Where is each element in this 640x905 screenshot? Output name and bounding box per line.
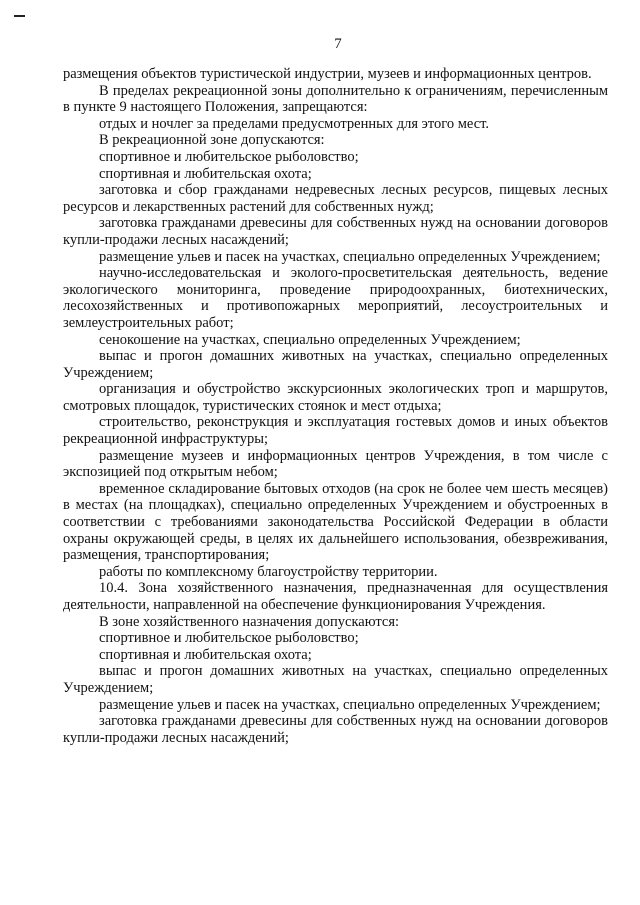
paragraph: организация и обустройство экскурсионных экологических троп и маршрутов, смотровых площадок, туристических стоянок и мест отдыха;: [63, 381, 608, 414]
paragraph: временное складирование бытовых отходов (на срок не более чем шесть месяцев) в местах (на площадках), специально определенных Учреждением и обустроенных в соответствии с требованиями законодательства Российской Федерации в области охраны окружающей среды, в целях их дальнейшего использования, обезвреживания, размещения, транспортирования;: [63, 480, 608, 564]
paragraph: сенокошение на участках, специально определенных Учреждением;: [99, 331, 521, 348]
paragraph: В рекреационной зоне допускаются:: [99, 132, 325, 149]
paragraph: спортивное и любительское рыболовство;: [99, 630, 359, 647]
paragraph: В пределах рекреационной зоны дополнительно к ограничениям, перечисленным в пункте 9 настоящего Положения, запрещаются:: [63, 82, 608, 116]
paragraph: спортивная и любительская охота;: [99, 646, 312, 663]
paragraph: научно-исследовательская и эколого-просветительская деятельность, ведение экологического мониторинга, проведение природоохранных, биотехнических, лесохозяйственных и противопожарных мероприятий, лесоустроительных и землеустроительных работ;: [63, 265, 608, 331]
paragraph: В зоне хозяйственного назначения допускаются:: [99, 613, 400, 630]
paragraph: заготовка гражданами древесины для собственных нужд на основании договоров купли-продажи лесных насаждений;: [63, 215, 608, 248]
paragraph: работы по комплексному благоустройству территории.: [99, 563, 438, 580]
paragraph: строительство, реконструкция и эксплуатация гостевых домов и иных объектов рекреационной инфраструктуры;: [63, 414, 608, 448]
paragraph: размещение музеев и информационных центров Учреждения, в том числе с экспозицией под открытым небом;: [63, 447, 608, 481]
paragraph: заготовка и сбор гражданами недревесных лесных ресурсов, пищевых лесных ресурсов и лекарственных растений для собственных нужд;: [63, 182, 608, 215]
document-body: [63, 66, 608, 746]
paragraph: спортивное и любительское рыболовство;: [99, 148, 359, 165]
paragraph: выпас и прогон домашних животных на участках, специально определенных Учреждением;: [63, 663, 608, 696]
paragraph: выпас и прогон домашних животных на участках, специально определенных Учреждением;: [63, 348, 608, 381]
paragraph: спортивная и любительская охота;: [99, 165, 312, 182]
page-number: 7: [334, 36, 342, 52]
paragraph: размещение ульев и пасек на участках, специально определенных Учреждением;: [99, 248, 601, 265]
paragraph: размещение ульев и пасек на участках, специально определенных Учреждением;: [99, 696, 601, 713]
paragraph: 10.4. Зона хозяйственного назначения, предназначенная для осуществления деятельности, направленной на обеспечение функционирования Учреждения.: [63, 580, 608, 613]
paragraph: заготовка гражданами древесины для собственных нужд на основании договоров купли-продажи лесных насаждений;: [63, 713, 608, 746]
paragraph: отдых и ночлег за пределами предусмотренных для этого мест.: [99, 115, 489, 132]
scan-mark: [14, 15, 25, 17]
paragraph: размещения объектов туристической индустрии, музеев и информационных центров.: [63, 66, 592, 82]
